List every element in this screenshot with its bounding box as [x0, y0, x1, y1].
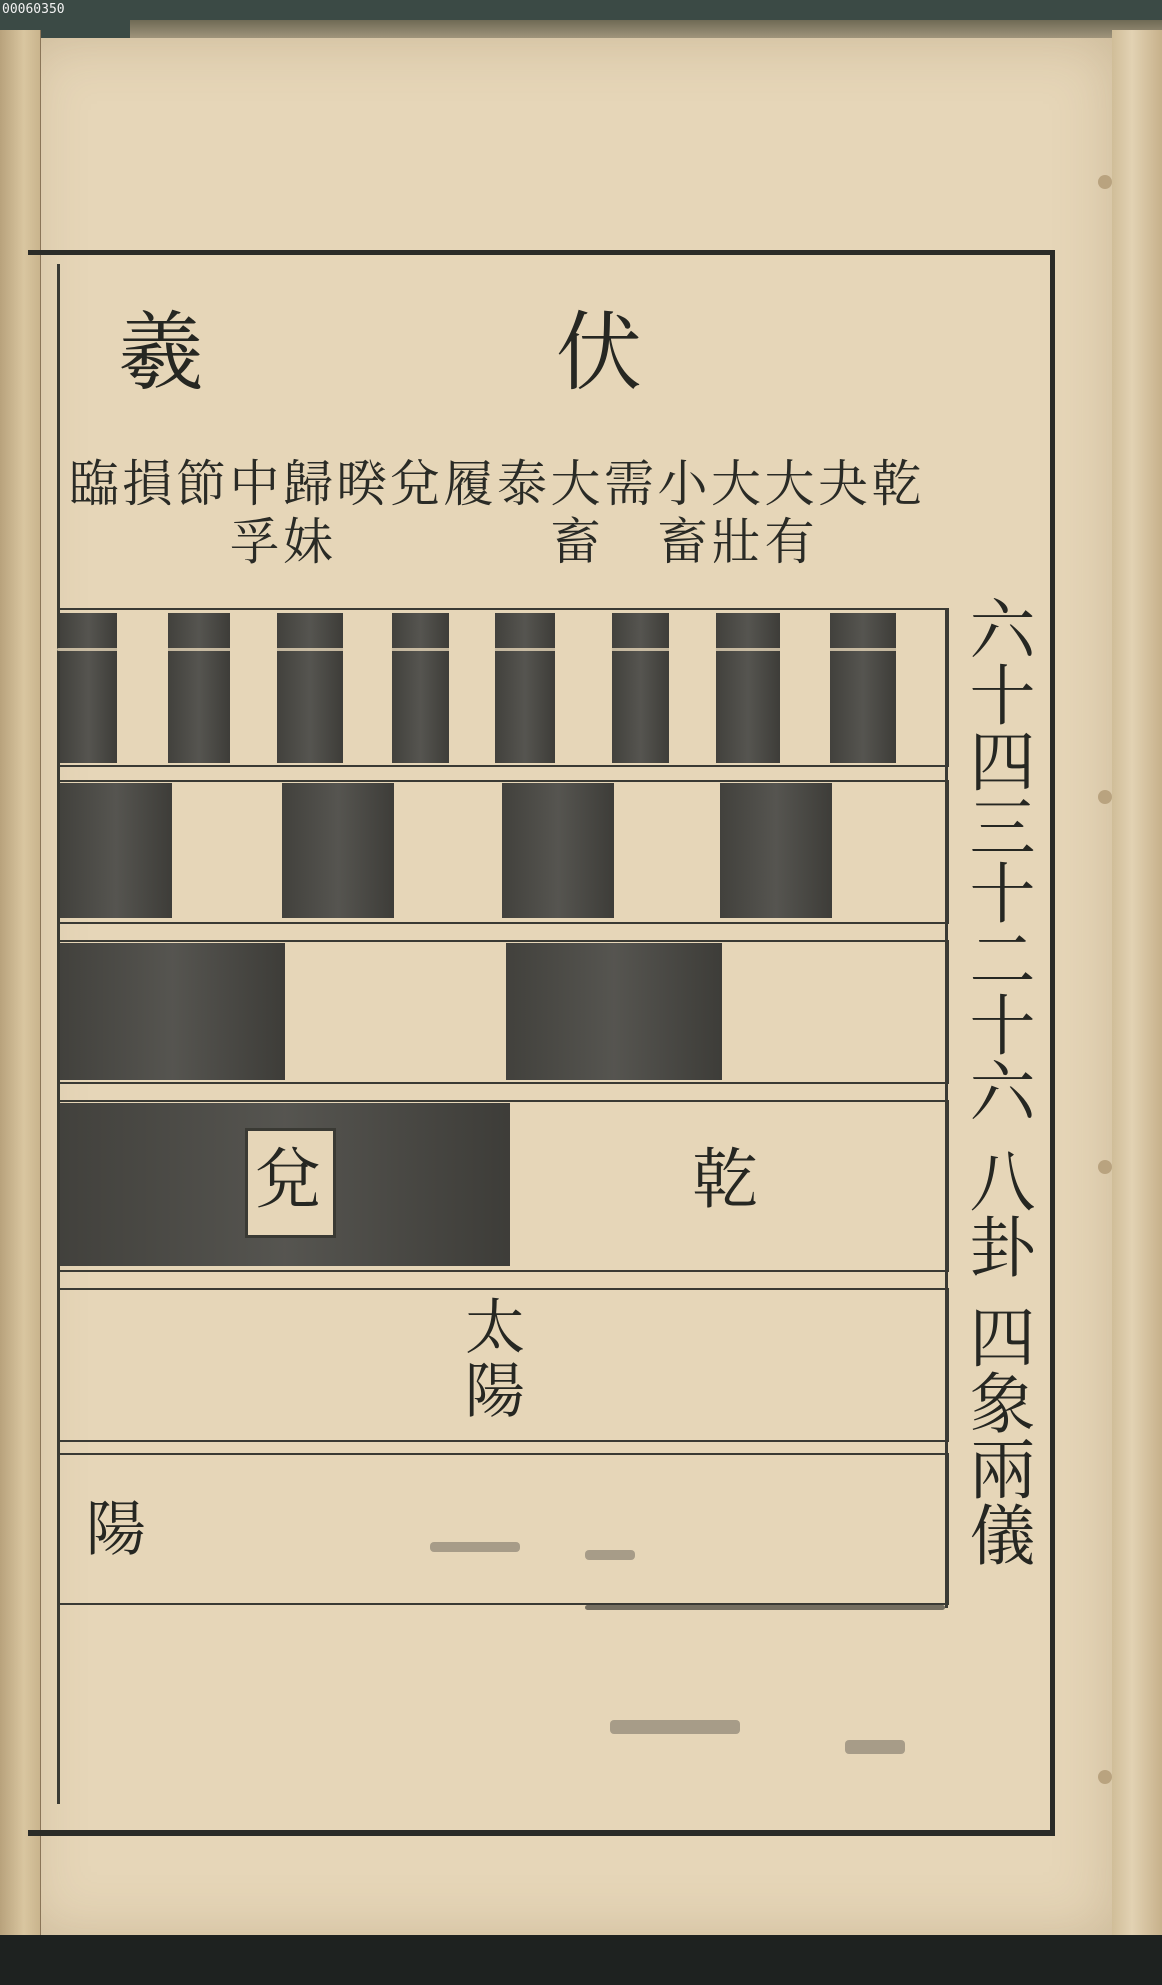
- side-char: 兩: [969, 1432, 1036, 1509]
- smudge: [430, 1542, 520, 1552]
- binding-hole: [1098, 175, 1112, 189]
- yin-line-block: [502, 783, 614, 918]
- side-char: 十: [969, 988, 1036, 1065]
- hexagram-char: 中: [229, 455, 280, 513]
- smudge: [610, 1720, 740, 1734]
- hexagram-name: [333, 455, 391, 513]
- hexagram-name: [119, 455, 177, 513]
- hexagram-name: [65, 455, 123, 513]
- yin-line-block: [720, 783, 832, 918]
- yin-line-block: [612, 613, 669, 763]
- hexagram-char: 畜: [550, 513, 601, 571]
- trigram-label-dui: 兌: [255, 1141, 321, 1218]
- four-image-label-char: 太: [465, 1293, 525, 1363]
- smudge: [845, 1740, 905, 1754]
- side-char: 六: [969, 592, 1036, 669]
- smudge: [585, 1550, 635, 1560]
- hexagram-char: 損: [122, 455, 173, 513]
- yin-line-block: [716, 613, 780, 763]
- four-image-label-char: 陽: [465, 1357, 525, 1427]
- side-char: 四: [969, 1300, 1036, 1377]
- hexagram-name: [547, 455, 605, 571]
- hexagram-char: 臨: [69, 455, 119, 513]
- hexagram-char: 需: [604, 455, 654, 513]
- yin-line-block: [506, 943, 722, 1080]
- hexagram-name: [761, 455, 819, 571]
- yin-line-block: [392, 613, 449, 763]
- hexagram-char: 歸: [283, 455, 333, 513]
- right-page-edge: [1112, 30, 1162, 1935]
- title-char-fu: 伏: [556, 303, 642, 403]
- hexagram-name: [493, 455, 551, 513]
- hexagram-char: 泰: [497, 455, 547, 513]
- row-two-modes: [57, 1453, 949, 1605]
- yin-line-block: [60, 943, 285, 1080]
- hexagram-name: [814, 455, 872, 513]
- top-binding-band: [130, 20, 1162, 40]
- hexagram-name: [386, 455, 444, 513]
- hexagram-char: 大: [711, 455, 761, 513]
- hexagram-char: 履: [443, 455, 494, 513]
- side-char: 八: [969, 1144, 1036, 1221]
- hexagram-char: 夬: [818, 455, 868, 513]
- hexagram-char: 畜: [657, 513, 708, 571]
- binding-hole: [1098, 1160, 1112, 1174]
- hexagram-name: [707, 455, 765, 571]
- side-char: 十: [969, 658, 1036, 735]
- hexagram-name: [279, 455, 337, 571]
- hexagram-name: [868, 455, 926, 513]
- hexagram-char: 大: [550, 455, 601, 513]
- hexagram-char: 節: [176, 455, 226, 513]
- smudge: [585, 1605, 945, 1610]
- binding-hole: [1098, 790, 1112, 804]
- hexagram-name: [654, 455, 712, 571]
- yin-line-block: [60, 783, 172, 918]
- side-char: 六: [969, 1054, 1036, 1131]
- hexagram-char: 妹: [283, 513, 333, 571]
- hexagram-name: [440, 455, 498, 513]
- yin-line-block: [168, 613, 230, 763]
- hexagram-char: 小: [657, 455, 708, 513]
- hexagram-name: [226, 455, 284, 571]
- side-char: 三: [969, 790, 1036, 867]
- hexagram-char: 暌: [336, 455, 387, 513]
- title-char-xi: 羲: [118, 303, 204, 403]
- side-char: 四: [969, 724, 1036, 801]
- hexagram-char: 壯: [711, 513, 761, 571]
- hexagram-char: 有: [764, 513, 815, 571]
- catalog-id: 00060350: [2, 2, 65, 17]
- binding-hole: [1098, 1770, 1112, 1784]
- hexagram-char: 大: [764, 455, 815, 513]
- side-char: 二: [969, 922, 1036, 999]
- yin-line-block: [830, 613, 896, 763]
- bottom-band: [0, 1935, 1162, 1985]
- trigram-label-qian: 乾: [692, 1141, 758, 1218]
- hexagram-name: [172, 455, 230, 513]
- two-modes-label: 陽: [86, 1495, 146, 1565]
- side-char: 象: [969, 1366, 1036, 1443]
- side-column: [955, 592, 1050, 1575]
- hexagram-char: 乾: [871, 455, 922, 513]
- hexagram-char: 孚: [229, 513, 280, 571]
- yin-line-block: [495, 613, 555, 763]
- yin-line-block: [277, 613, 343, 763]
- side-char: 儀: [969, 1498, 1036, 1575]
- hexagram-name: [600, 455, 658, 513]
- yin-line-block: [60, 613, 117, 763]
- block-gap-line: [57, 648, 945, 651]
- hexagram-char: 兌: [390, 455, 440, 513]
- yin-line-block: [282, 783, 394, 918]
- side-char: 卦: [969, 1210, 1036, 1287]
- side-char: 十: [969, 856, 1036, 933]
